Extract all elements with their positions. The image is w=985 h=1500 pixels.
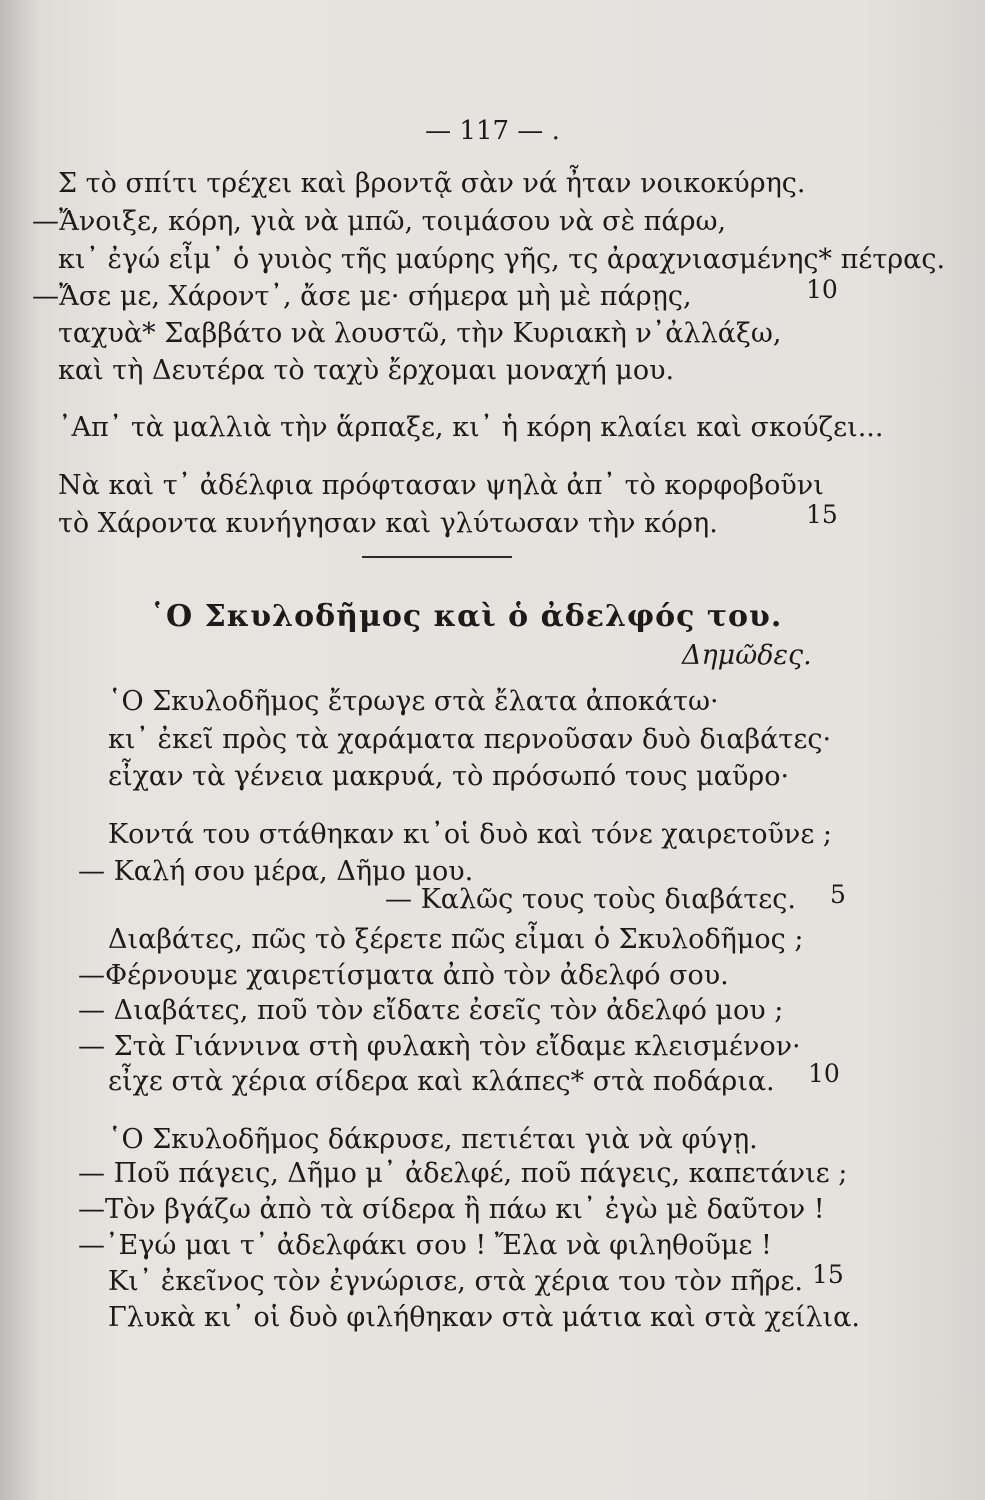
verse-line: —᾽Εγώ μαι τ᾽ ἀδελφάκι σου ! Ἔλα νὰ φιληθοῦμε !	[78, 1230, 772, 1261]
poem-title: ῾Ο Σκυλοδῆμος καὶ ὁ ἀδελφός του.	[150, 599, 783, 634]
verse-line: —Τὸν βγάζω ἀπὸ τὰ σίδερα ἢ πάω κι᾽ ἐγὼ μὲ δαῦτον !	[78, 1194, 825, 1225]
verse-line: Διαβάτες, πῶς τὸ ξέρετε πῶς εἶμαι ὁ Σκυλοδῆμος ;	[108, 924, 804, 955]
verse-line: εἶχαν τὰ γένεια μακρυά, τὸ πρόσωπό τους μαῦρο·	[108, 761, 790, 792]
verse-line: —Ἄνοιξε, κόρη, γιὰ νὰ μπῶ, τοιμάσου νὰ σὲ πάρω,	[32, 206, 727, 237]
verse-line: — Καλῶς τους τοὺς διαβάτες.	[385, 884, 796, 915]
verse-line: Κοντά του στάθηκαν κι᾽οἱ δυὸ καὶ τόνε χαιρετοῦνε ;	[108, 819, 832, 850]
verse-line: ῾Ο Σκυλοδῆμος δάκρυσε, πετιέται γιὰ νὰ φύγῃ.	[108, 1124, 758, 1155]
verse-line: Νὰ καὶ τ᾽ ἀδέλφια πρόφτασαν ψηλὰ ἀπ᾽ τὸ κορφοβοῦνι	[58, 470, 824, 501]
verse-line: —Φέρνουμε χαιρετίσματα ἀπὸ τὸν ἀδελφό σου.	[78, 960, 729, 991]
verse-line: ᾽Απ᾽ τὰ μαλλιὰ τὴν ἅρπαξε, κι᾽ ἡ κόρη κλαίει καὶ σκούζει...	[58, 412, 884, 443]
line-number: 10	[806, 275, 838, 304]
verse-line: εἶχε στὰ χέρια σίδερα καὶ κλάπες* στὰ ποδάρια.	[108, 1066, 775, 1097]
line-number: 15	[806, 500, 838, 529]
line-number: 15	[812, 1260, 844, 1289]
verse-line: κι᾽ ἐγώ εἶμ᾽ ὁ γυιὸς τῆς μαύρης γῆς, τς ἀραχνιασμένης* πέτρας.	[58, 244, 946, 275]
section-divider	[362, 556, 512, 558]
poem-subtitle: Δημῶδες.	[682, 640, 812, 671]
line-number: 5	[830, 880, 846, 909]
line-number: 10	[808, 1059, 840, 1088]
verse-line: — Καλή σου μέρα, Δῆμο μου.	[78, 856, 474, 887]
verse-line: Κι᾽ ἐκεῖνος τὸν ἐγνώρισε, στὰ χέρια του τὸν πῆρε.	[108, 1266, 803, 1297]
verse-line: Γλυκὰ κι᾽ οἱ δυὸ φιλήθηκαν στὰ μάτια καὶ στὰ χείλια.	[108, 1302, 860, 1333]
verse-line: τὸ Χάροντα κυνήγησαν καὶ γλύτωσαν τὴν κόρη.	[58, 508, 718, 539]
verse-line: — Στὰ Γιάννινα στὴ φυλακὴ τὸν εἴδαμε κλεισμένον·	[78, 1031, 801, 1062]
page-number: — 117 — .	[425, 116, 560, 146]
verse-line: — Ποῦ πάγεις, Δῆμο μ᾽ ἀδελφέ, ποῦ πάγεις, καπετάνιε ;	[78, 1158, 848, 1189]
verse-line: —Ἄσε με, Χάροντ᾽, ἄσε με· σήμερα μὴ μὲ πάρῃς,	[32, 281, 692, 312]
verse-line: ταχυὰ* Σαββάτο νὰ λουστῶ, τὴν Κυριακὴ ν᾽ἀλλάξω,	[58, 318, 782, 349]
verse-line: ῾Ο Σκυλοδῆμος ἔτρωγε στὰ ἔλατα ἀποκάτω·	[108, 686, 719, 717]
verse-line: κι᾽ ἐκεῖ πρὸς τὰ χαράματα περνοῦσαν δυὸ διαβάτες·	[108, 724, 832, 755]
verse-line: — Διαβάτες, ποῦ τὸν εἴδατε ἐσεῖς τὸν ἀδελφό μου ;	[78, 995, 784, 1026]
verse-line: Σ τὸ σπίτι τρέχει καὶ βροντᾷ σὰν νά ἦταν νοικοκύρης.	[58, 168, 806, 199]
verse-line: καὶ τὴ Δευτέρα τὸ ταχὺ ἔρχομαι μοναχή μου.	[58, 355, 675, 386]
